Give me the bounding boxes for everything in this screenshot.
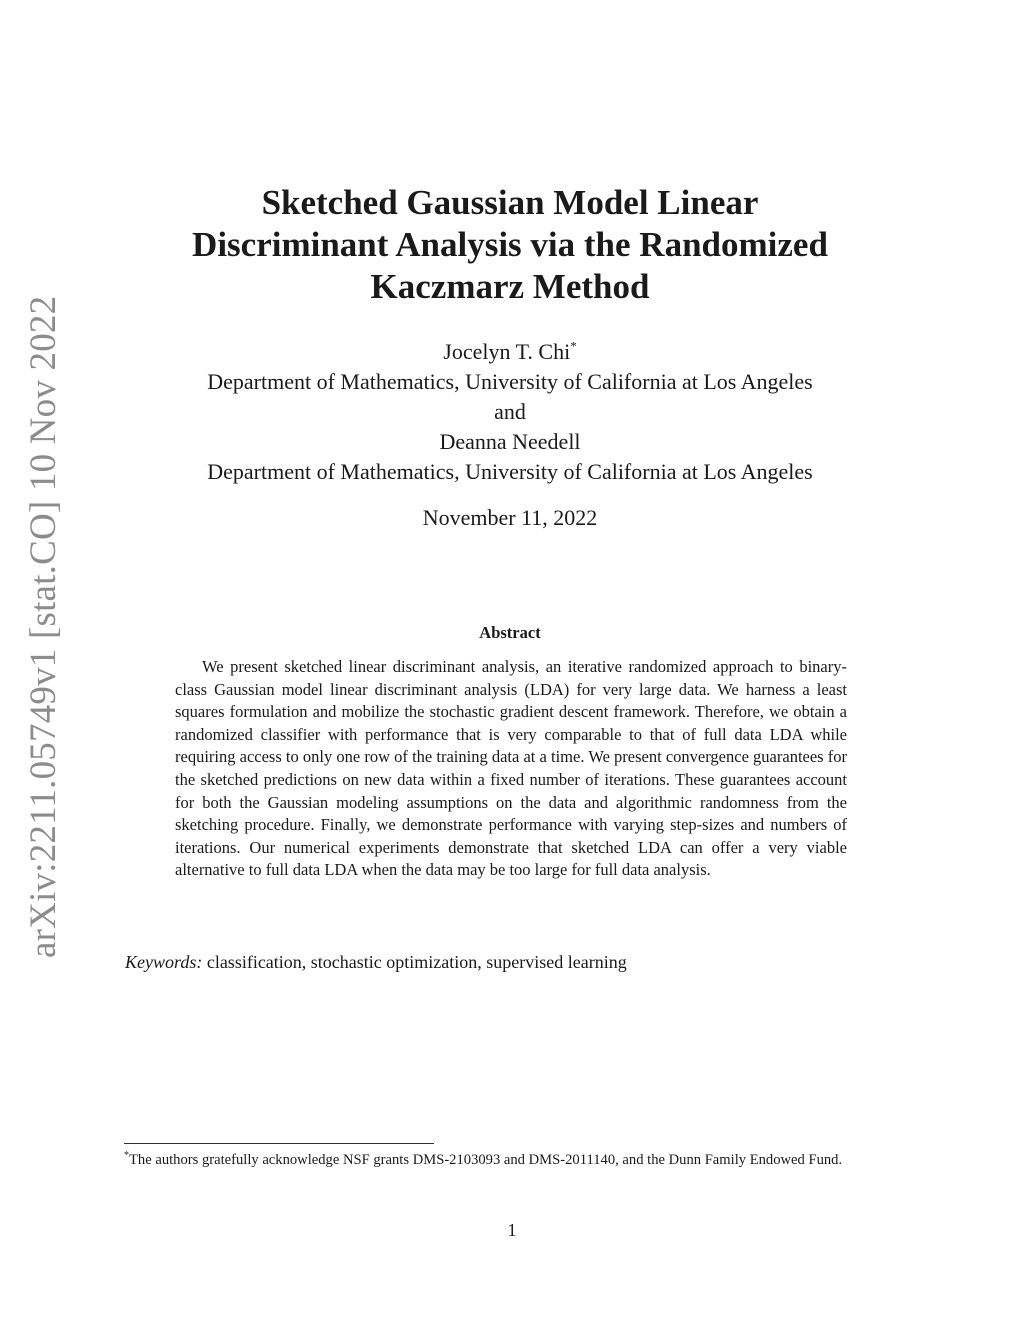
keywords-line bbox=[125, 950, 627, 974]
author-conjunction: and bbox=[494, 399, 526, 424]
author-1-name: Jocelyn T. Chi bbox=[443, 339, 571, 364]
footnote-divider bbox=[124, 1143, 434, 1144]
author-2-name: Deanna Needell bbox=[439, 429, 581, 454]
author-1-footnote-mark: * bbox=[570, 338, 577, 354]
keywords-label: Keywords: bbox=[125, 952, 203, 972]
abstract-body: We present sketched linear discriminant analysis, an iterative randomized approach to binary-class Gaussian model linear discriminant analysis (LDA) for very large data. We harness a least squares formulation and mobilize the stochastic gradient descent framework. Therefore, we obtain a randomized classifier with performance that is very comparable to that of full data LDA while requiring access to only one row of the training data at a time. We present convergence guarantees for the sketched predictions on new data within a fixed number of iterations. These guarantees account for both the Gaussian modeling assumptions on the data and algorithmic randomness from the sketching procedure. Finally, we demonstrate performance with varying step-sizes and numbers of iterations. Our numerical experiments demonstrate that sketched LDA can offer a very viable alternative to full data LDA when the data may be too large for full data analysis. bbox=[175, 657, 847, 880]
title-line-2: Discriminant Analysis via the Randomized bbox=[192, 225, 828, 264]
author-1-affiliation: Department of Mathematics, University of California at Los Angeles bbox=[207, 369, 813, 394]
title-line-3: Kaczmarz Method bbox=[370, 267, 650, 306]
abstract-heading: Abstract bbox=[479, 623, 541, 642]
footnote-mark: * bbox=[124, 1150, 129, 1162]
paper-title bbox=[100, 182, 920, 308]
page-number: 1 bbox=[507, 1220, 517, 1240]
author-block bbox=[100, 337, 920, 487]
arxiv-identifier-stamp: arXiv:2211.05749v1 [stat.CO] 10 Nov 2022 bbox=[23, 295, 64, 958]
author-1 bbox=[100, 337, 920, 367]
footnote-text: The authors gratefully acknowledge NSF grants DMS-2103093 and DMS-2011140, and the Dunn Family Endowed Fund. bbox=[129, 1152, 843, 1168]
author-2-affiliation: Department of Mathematics, University of California at Los Angeles bbox=[207, 459, 813, 484]
keywords-list: classification, stochastic optimization, supervised learning bbox=[206, 952, 627, 972]
publication-date: November 11, 2022 bbox=[422, 505, 598, 530]
title-line-1: Sketched Gaussian Model Linear bbox=[261, 183, 759, 222]
footnote bbox=[124, 1150, 900, 1170]
